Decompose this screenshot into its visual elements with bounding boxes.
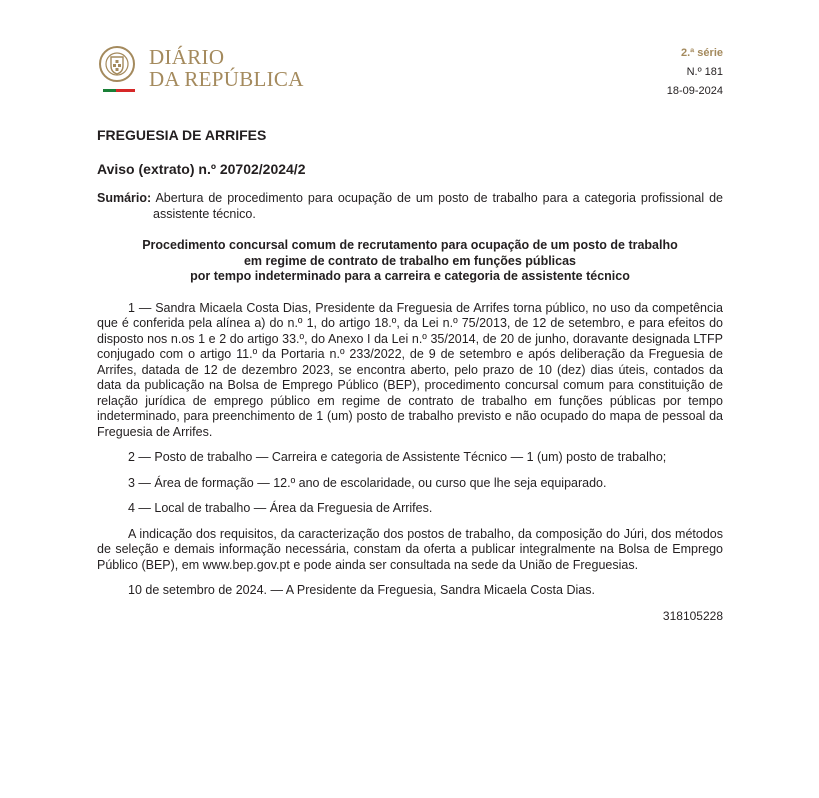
brand-line-2: DA REPÚBLICA <box>149 67 304 91</box>
summary-label: Sumário: <box>97 191 152 205</box>
signature-line: 10 de setembro de 2024. — A Presidente da Freguesia, Sandra Micaela Costa Dias. <box>128 583 595 597</box>
notice-title: Aviso (extrato) n.º 20702/2024/2 <box>97 160 306 177</box>
heading-line: por tempo indeterminado para a carreira e categoria de assistente técnico <box>190 269 630 283</box>
page-header <box>97 44 723 97</box>
paragraph-3: 3 — Área de formação — 12.º ano de escolaridade, ou curso que lhe seja equiparado. <box>128 475 607 490</box>
heading-line: em regime de contrato de trabalho em funções públicas <box>243 253 577 268</box>
paragraph-2: 2 — Posto de trabalho — Carreira e categoria de Assistente Técnico — 1 (um) posto de trabalho; <box>128 450 667 464</box>
series-label: 2.ª série <box>681 47 723 59</box>
procedure-heading <box>97 238 723 285</box>
entity-name: FREGUESIA DE ARRIFES <box>97 127 267 143</box>
coat-of-arms-icon <box>97 44 141 94</box>
document-code: 318105228 <box>662 608 723 623</box>
document-body <box>97 128 723 624</box>
issue-number: N.º 181 <box>686 66 723 78</box>
summary <box>97 191 723 222</box>
brand-name <box>149 46 304 90</box>
summary-text: Abertura de procedimento para ocupação de um posto de trabalho para a categoria profissional de assistente técnico. <box>153 191 723 221</box>
heading-line: Procedimento concursal comum de recrutamento para ocupação de um posto de trabalho <box>142 238 678 252</box>
brand-line-1: DIÁRIO <box>149 45 225 69</box>
paragraph-information: A indicação dos requisitos, da caracterização dos postos de trabalho, da composição do Júri, dos métodos de seleção e demais informação necessária, constam da oferta a publicar integralmente na Bolsa de Emprego Público (BEP), em www.bep.gov.pt e pode ainda ser consultada na sede da União de Freguesias. <box>97 526 723 572</box>
paragraph-1: 1 — Sandra Micaela Costa Dias, Presidente da Freguesia de Arrifes torna público, no uso da competência que é conferida pela alínea a) do n.º 1, do artigo 18.º, da Lei n.º 75/2013, de 12 de setembro, e para efeitos do disposto nos n.os 1 e 2 do artigo 33.º, do Anexo I da Lei n.º 35/2014, de 20 de junho, doravante designada LTFP conjugado com o artigo 11.º da Portaria n.º 233/2022, de 9 de setembro e após deliberação da Freguesia de Arrifes, datada de 12 de dezembro 2023, se encontra aberto, pelo prazo de 10 (dez) dias úteis, contados da data da publicação na Bolsa de Emprego Público (BEP), procedimento concursal comum para constituição de relação jurídica de emprego público em regime de contrato de trabalho em funções públicas por tempo indeterminado, para preenchimento de 1 (um) posto de trabalho previsto e não ocupado do mapa de pessoal da Freguesia de Arrifes. <box>97 300 723 439</box>
issue-meta <box>667 44 723 101</box>
paragraph-4: 4 — Local de trabalho — Área da Freguesia de Arrifes. <box>128 501 433 515</box>
issue-date: 18-09-2024 <box>666 85 723 97</box>
